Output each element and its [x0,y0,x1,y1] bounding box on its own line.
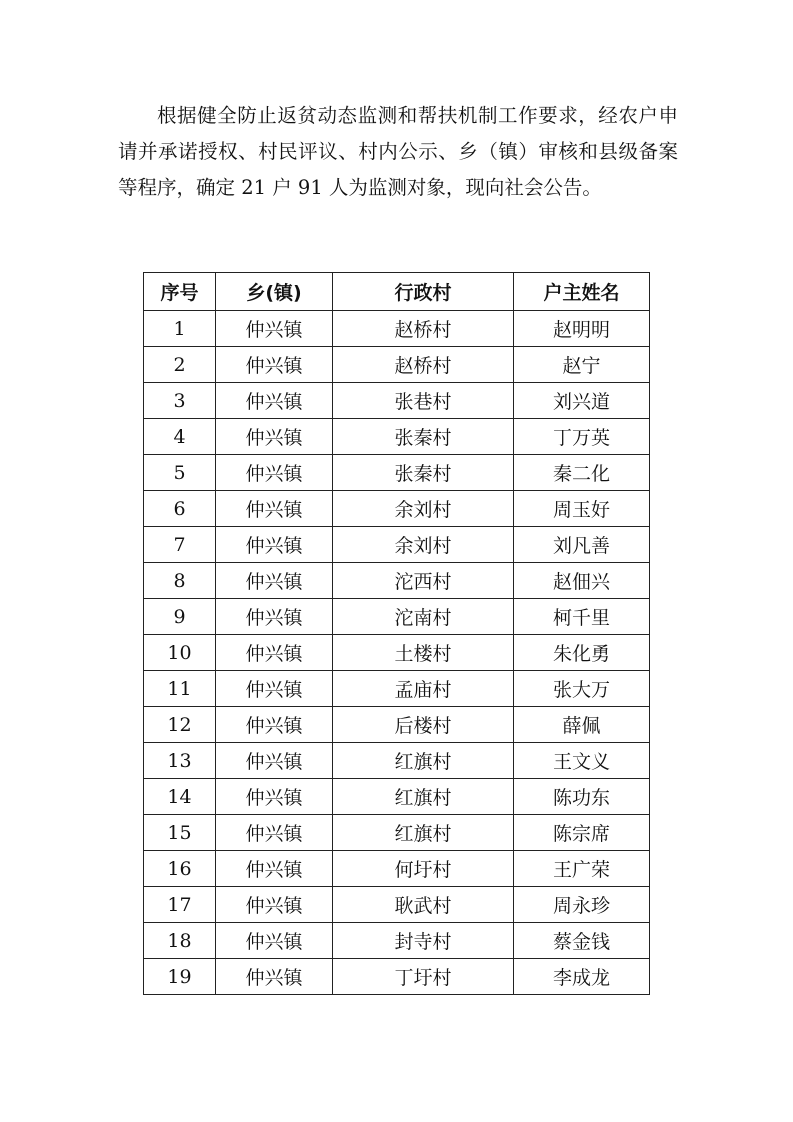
cell-village: 张巷村 [333,383,514,419]
cell-serial-number: 16 [144,851,216,887]
table-row [144,383,650,419]
cell-householder-name: 李成龙 [514,959,650,995]
cell-township: 仲兴镇 [216,419,333,455]
cell-township: 仲兴镇 [216,671,333,707]
cell-householder-name: 周永珍 [514,887,650,923]
cell-township: 仲兴镇 [216,311,333,347]
cell-householder-name: 赵宁 [514,347,650,383]
header-village: 行政村 [333,273,514,311]
cell-township: 仲兴镇 [216,383,333,419]
table-row [144,923,650,959]
table-row [144,887,650,923]
table-row [144,419,650,455]
cell-serial-number: 10 [144,635,216,671]
cell-village: 何圩村 [333,851,514,887]
cell-township: 仲兴镇 [216,923,333,959]
cell-serial-number: 3 [144,383,216,419]
table-row [144,779,650,815]
header-serial-number: 序号 [144,273,216,311]
cell-village: 张秦村 [333,455,514,491]
table-row [144,707,650,743]
cell-serial-number: 12 [144,707,216,743]
cell-householder-name: 周玉好 [514,491,650,527]
cell-township: 仲兴镇 [216,527,333,563]
cell-serial-number: 8 [144,563,216,599]
cell-village: 红旗村 [333,743,514,779]
cell-householder-name: 朱化勇 [514,635,650,671]
table-row [144,815,650,851]
cell-village: 后楼村 [333,707,514,743]
cell-serial-number: 11 [144,671,216,707]
cell-village: 沱南村 [333,599,514,635]
cell-serial-number: 18 [144,923,216,959]
cell-serial-number: 15 [144,815,216,851]
cell-serial-number: 6 [144,491,216,527]
cell-serial-number: 5 [144,455,216,491]
header-householder-name: 户主姓名 [514,273,650,311]
cell-householder-name: 刘兴道 [514,383,650,419]
cell-village: 余刘村 [333,527,514,563]
cell-householder-name: 陈宗席 [514,815,650,851]
cell-serial-number: 9 [144,599,216,635]
cell-village: 沱西村 [333,563,514,599]
cell-village: 土楼村 [333,635,514,671]
cell-householder-name: 赵明明 [514,311,650,347]
cell-village: 红旗村 [333,779,514,815]
cell-serial-number: 7 [144,527,216,563]
cell-householder-name: 王文义 [514,743,650,779]
table-row [144,527,650,563]
table-row [144,311,650,347]
cell-serial-number: 14 [144,779,216,815]
cell-householder-name: 刘凡善 [514,527,650,563]
cell-township: 仲兴镇 [216,563,333,599]
table-row [144,455,650,491]
cell-township: 仲兴镇 [216,815,333,851]
cell-village: 封寺村 [333,923,514,959]
cell-village: 孟庙村 [333,671,514,707]
cell-village: 耿武村 [333,887,514,923]
cell-village: 张秦村 [333,419,514,455]
cell-serial-number: 17 [144,887,216,923]
table-row [144,347,650,383]
table-header-row [144,273,650,311]
cell-village: 红旗村 [333,815,514,851]
cell-serial-number: 19 [144,959,216,995]
cell-householder-name: 蔡金钱 [514,923,650,959]
cell-township: 仲兴镇 [216,599,333,635]
table-row [144,671,650,707]
cell-village: 丁圩村 [333,959,514,995]
cell-householder-name: 陈功东 [514,779,650,815]
cell-householder-name: 王广荣 [514,851,650,887]
table-row [144,851,650,887]
table-row [144,635,650,671]
header-township: 乡(镇) [216,273,333,311]
table-row [144,491,650,527]
cell-serial-number: 2 [144,347,216,383]
cell-township: 仲兴镇 [216,455,333,491]
notice-paragraph: 根据健全防止返贫动态监测和帮扶机制工作要求，经农户申请并承诺授权、村民评议、村内公示、乡（镇）审核和县级备案等程序，确定 21 户 91 人为监测对象，现向社会公告。 [118,104,678,199]
cell-householder-name: 柯千里 [514,599,650,635]
table-row [144,743,650,779]
cell-township: 仲兴镇 [216,851,333,887]
cell-township: 仲兴镇 [216,635,333,671]
cell-township: 仲兴镇 [216,743,333,779]
cell-township: 仲兴镇 [216,707,333,743]
cell-village: 赵桥村 [333,311,514,347]
monitoring-roster-table [143,272,650,995]
cell-householder-name: 张大万 [514,671,650,707]
cell-serial-number: 13 [144,743,216,779]
cell-serial-number: 4 [144,419,216,455]
table-row [144,959,650,995]
table-row [144,563,650,599]
cell-householder-name: 赵佃兴 [514,563,650,599]
cell-village: 余刘村 [333,491,514,527]
cell-householder-name: 秦二化 [514,455,650,491]
cell-township: 仲兴镇 [216,779,333,815]
cell-householder-name: 薛佩 [514,707,650,743]
cell-village: 赵桥村 [333,347,514,383]
cell-householder-name: 丁万英 [514,419,650,455]
cell-serial-number: 1 [144,311,216,347]
table-row [144,599,650,635]
cell-township: 仲兴镇 [216,491,333,527]
cell-township: 仲兴镇 [216,887,333,923]
cell-township: 仲兴镇 [216,959,333,995]
cell-township: 仲兴镇 [216,347,333,383]
